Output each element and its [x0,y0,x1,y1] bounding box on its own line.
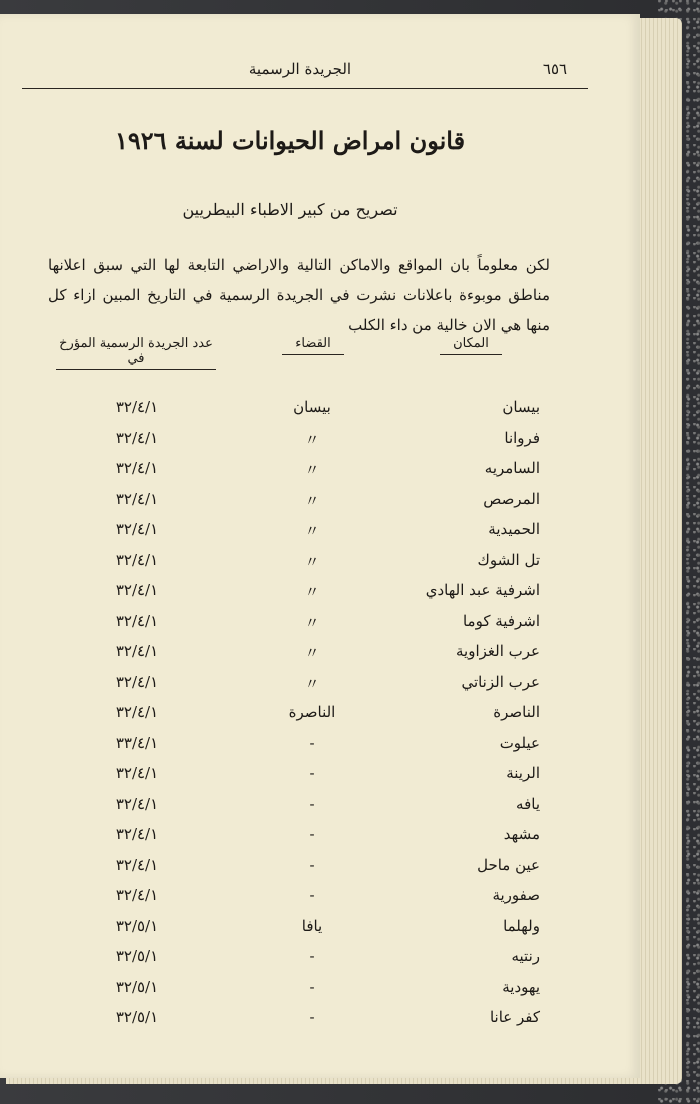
place-cell: صفورية [492,886,540,904]
place-cell: عيلوت [499,733,540,752]
table-row [0,764,640,795]
gazette-date-cell: ٣٢/٤/١ [115,855,159,874]
table-row [0,642,640,673]
district-cell: - [309,764,315,782]
place-cell: كفر عانا [489,1008,540,1026]
place-cell: عين ماحل [477,855,540,874]
gazette-date-cell: ٣٢/٤/١ [115,489,159,508]
place-cell: بيسان [502,398,540,416]
district-cell: - [309,794,315,813]
district-cell: - [309,1008,315,1026]
district-cell: 〃 [304,491,320,510]
gazette-date-cell: ٣٢/٥/١ [115,977,159,996]
district-cell: بيسان [293,398,331,416]
column-header-district: القضاء [282,336,344,355]
place-cell: الرينة [506,764,540,782]
place-cell: يافه [516,794,540,813]
district-cell: 〃 [304,461,320,479]
place-cell: الناصرة [493,703,540,721]
district-cell: يافا [301,916,323,935]
place-cell: ولهلما [503,916,540,935]
table-row [0,429,640,460]
district-cell: - [309,855,315,874]
district-cell: - [309,825,315,843]
table-row [0,856,640,887]
district-cell: 〃 [304,522,320,540]
district-cell: 〃 [304,583,320,601]
header-rule [22,88,588,89]
district-cell: - [309,977,315,996]
table-row [0,947,640,978]
table-row [0,703,640,734]
place-cell: السامريه [484,459,540,477]
gazette-date-cell: ٣٢/٥/١ [115,1008,159,1026]
place-cell: مشهد [503,825,540,843]
gazette-date-cell: ٣٢/٤/١ [115,886,159,904]
place-cell: رنتيه [511,947,540,965]
district-cell: 〃 [304,430,320,449]
intro-paragraph: لكن معلوماً بان المواقع والاماكن التالية والاراضي التابعة لها التي سبق اعلانها مناطق موبوءة باعلانات نشرت في الجريدة الرسمية في التاريخ المبين ازاء كل منها هي الان خالية من داء الكلب [48,256,550,334]
place-cell: اشرفية عبد الهادي [425,581,540,599]
district-cell: 〃 [304,613,320,632]
gazette-date-cell: ٣٢/٤/١ [115,459,159,477]
gazette-date-cell: ٣٢/٤/١ [115,672,159,691]
gazette-date-cell: ٣٢/٤/١ [115,520,159,538]
place-cell: تل الشوك [477,550,540,569]
place-cell: المرصص [483,489,540,508]
table-row [0,978,640,1009]
gazette-date-cell: ٣٢/٤/١ [115,642,159,660]
column-header-gazette: عدد الجريدة الرسمية المؤرخ في [56,336,216,370]
place-cell: عرب الزناتي [461,672,540,691]
table-row [0,886,640,917]
table-row [0,459,640,490]
table-row [0,673,640,704]
gazette-date-cell: ٣٢/٤/١ [115,703,159,721]
table-row [0,551,640,582]
gazette-date-cell: ٣٢/٤/١ [115,581,159,599]
table-row [0,917,640,948]
table-row [0,490,640,521]
district-cell: 〃 [304,674,320,693]
running-title: الجريدة الرسمية [248,60,352,78]
gazette-date-cell: ٣٢/٤/١ [115,428,159,447]
table-row [0,825,640,856]
table-row [0,1008,640,1039]
table-row [0,795,640,826]
district-cell: - [309,886,315,904]
column-header-place: المكان [440,336,502,355]
gazette-page [0,14,640,1078]
table-row [0,398,640,429]
district-cell: - [309,947,315,965]
table-row [0,581,640,612]
place-cell: فروانا [504,428,540,447]
gazette-date-cell: ٣٢/٤/١ [115,794,159,813]
gazette-date-cell: ٣٢/٥/١ [115,916,159,935]
gazette-date-cell: ٣٢/٤/١ [115,764,159,782]
place-cell: اشرفية كوما [462,611,540,630]
places-table [0,398,640,1039]
place-cell: الحميدية [488,520,540,538]
district-cell: 〃 [304,552,320,571]
district-cell: الناصرة [288,703,336,721]
gazette-date-cell: ٣٣/٤/١ [115,733,159,752]
district-cell: - [309,733,315,752]
gazette-date-cell: ٣٢/٤/١ [115,550,159,569]
document-subtitle: تصريح من كبير الاطباء البيطريين [182,200,398,219]
district-cell: 〃 [304,644,320,662]
gazette-date-cell: ٣٢/٤/١ [115,398,159,416]
gazette-date-cell: ٣٢/٥/١ [115,947,159,965]
page-number: ٦٥٦ [542,60,568,78]
table-row [0,734,640,765]
place-cell: يهودية [502,977,540,996]
table-row [0,520,640,551]
place-cell: عرب الغزاوية [456,642,540,660]
gazette-date-cell: ٣٢/٤/١ [115,825,159,843]
table-row [0,612,640,643]
document-title: قانون امراض الحيوانات لسنة ١٩٢٦ [114,126,466,155]
gazette-date-cell: ٣٢/٤/١ [115,611,159,630]
